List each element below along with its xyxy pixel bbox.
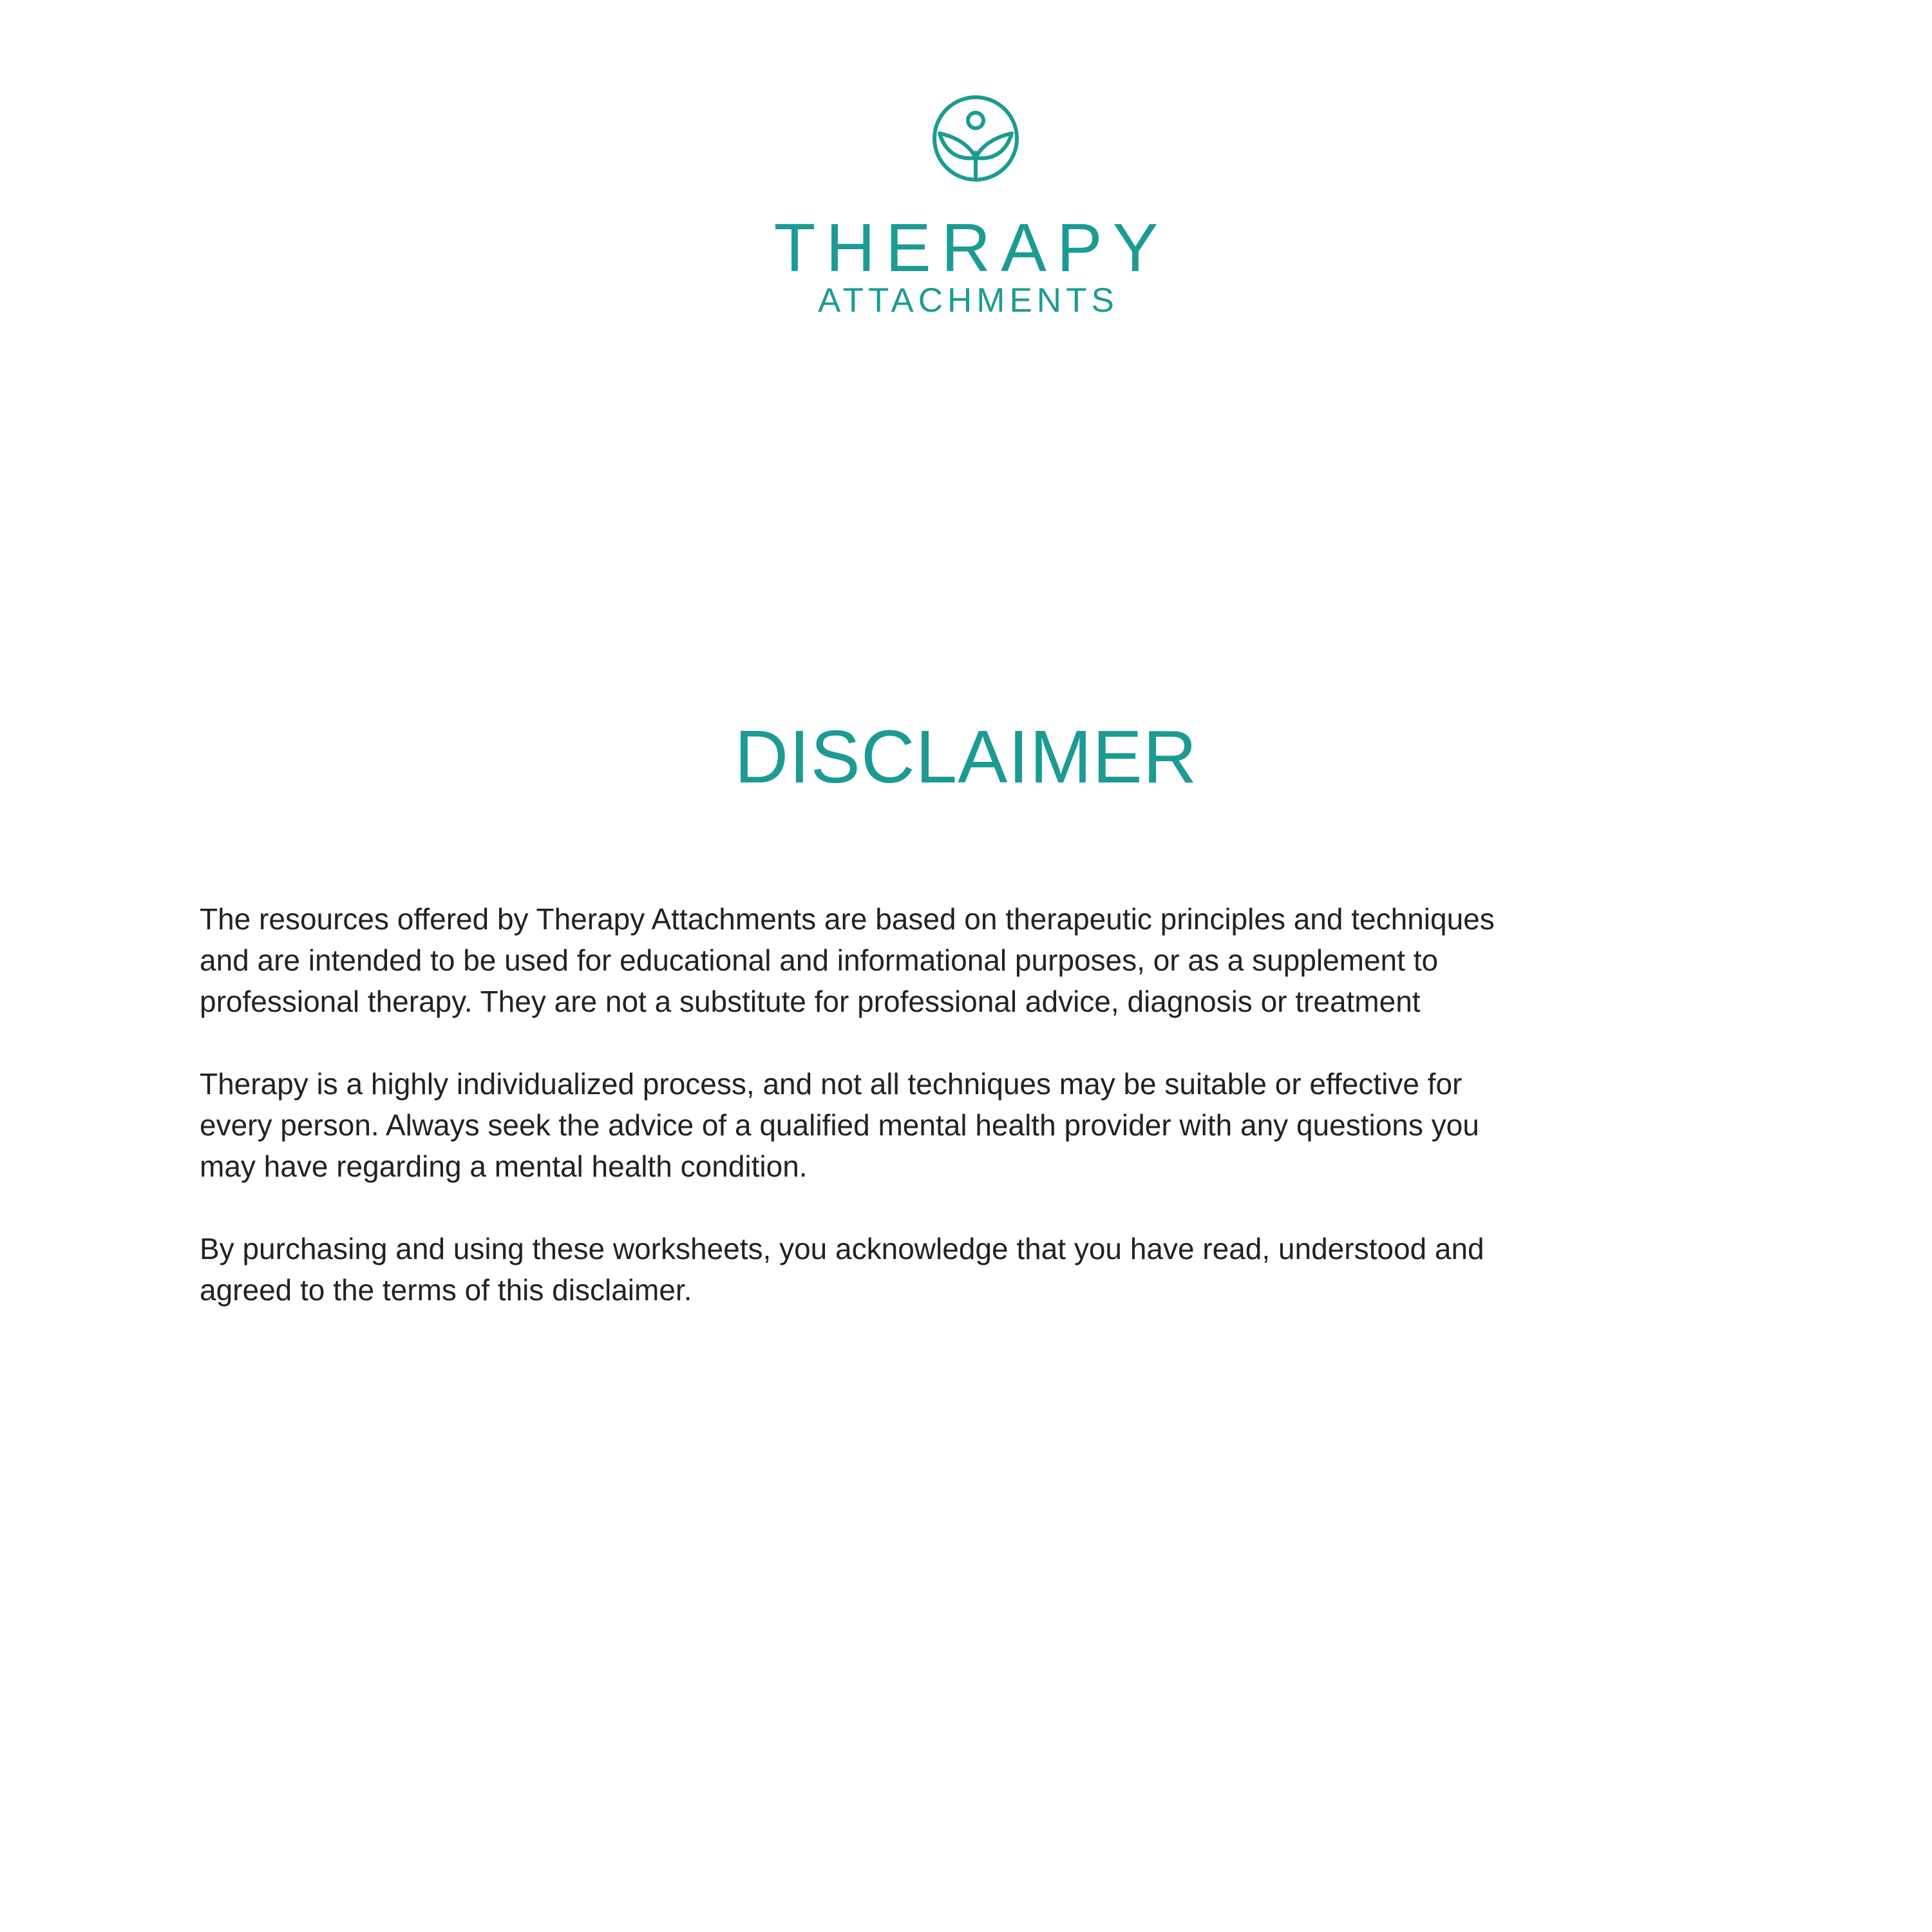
brand-name: THERAPY — [773, 210, 1169, 286]
paragraph-line: every person. Always seek the advice of a qualified mental health provider with any questions you — [200, 1108, 1479, 1142]
page-title: DISCLAIMER — [734, 715, 1198, 799]
disclaimer-paragraph-2 — [200, 1063, 1771, 1187]
paragraph-line: Therapy is a highly individualized process, and not all techniques may be suitable or effective for — [200, 1067, 1463, 1101]
disclaimer-paragraph-3 — [200, 1228, 1771, 1311]
paragraph-line: and are intended to be used for educational and informational purposes, or as a supplement to — [200, 943, 1439, 977]
paragraph-line: professional therapy. They are not a substitute for professional advice, diagnosis or treatment — [200, 985, 1421, 1018]
paragraph-line: The resources offered by Therapy Attachments are based on therapeutic principles and techniques — [200, 902, 1495, 936]
sprout-person-icon — [931, 93, 1021, 184]
paragraph-line: By purchasing and using these worksheets, you acknowledge that you have read, understood and — [200, 1232, 1484, 1265]
disclaimer-body — [200, 898, 1771, 1352]
paragraph-line: may have regarding a mental health condition. — [200, 1150, 808, 1183]
paragraph-line: agreed to the terms of this disclaimer. — [200, 1273, 692, 1307]
disclaimer-paragraph-1 — [200, 898, 1771, 1022]
brand-subtitle: ATTACHMENTS — [818, 281, 1119, 319]
